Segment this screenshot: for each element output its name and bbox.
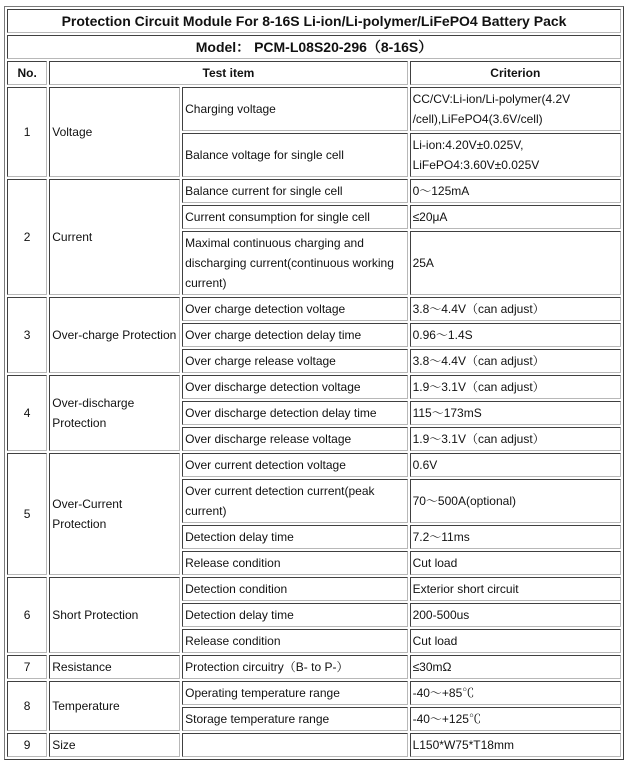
criterion-value: 25A (410, 231, 621, 295)
criterion-value: L150*W75*T18mm (410, 733, 621, 757)
criterion-value: -40～+125℃ (410, 707, 621, 731)
test-item: Over current detection current(peak current) (182, 479, 407, 523)
criterion-value: ≤30mΩ (410, 655, 621, 679)
criterion-value: 3.8～4.4V（can adjust） (410, 297, 621, 321)
test-item (182, 733, 407, 757)
criterion-value: Cut load (410, 629, 621, 653)
criterion-value: 0～125mA (410, 179, 621, 203)
row-number: 8 (7, 681, 47, 731)
row-number: 5 (7, 453, 47, 575)
model-title: Model： PCM-L08S20-296（8-16S） (7, 35, 621, 59)
test-item: Current consumption for single cell (182, 205, 407, 229)
criterion-value: CC/CV:Li-ion/Li-polymer(4.2V /cell),LiFePO4(3.6V/cell) (410, 87, 621, 131)
test-item: Charging voltage (182, 87, 407, 131)
criterion-value: ≤20μA (410, 205, 621, 229)
test-item: Over discharge detection voltage (182, 375, 407, 399)
criterion-value: 0.6V (410, 453, 621, 477)
row-number: 4 (7, 375, 47, 451)
test-item: Over charge detection voltage (182, 297, 407, 321)
test-item: Detection delay time (182, 525, 407, 549)
criterion-value: Li-ion:4.20V±0.025V, LiFePO4:3.60V±0.025V (410, 133, 621, 177)
category-label: Size (49, 733, 180, 757)
criterion-value: 3.8～4.4V（can adjust） (410, 349, 621, 373)
test-item: Release condition (182, 551, 407, 575)
category-label: Resistance (49, 655, 180, 679)
category-label: Current (49, 179, 180, 295)
test-item: Over charge release voltage (182, 349, 407, 373)
criterion-value: 200-500us (410, 603, 621, 627)
test-item: Over discharge release voltage (182, 427, 407, 451)
row-number: 9 (7, 733, 47, 757)
test-item: Detection delay time (182, 603, 407, 627)
test-item: Maximal continuous charging and discharging current(continuous working current) (182, 231, 407, 295)
criterion-value: Cut load (410, 551, 621, 575)
spec-table (4, 6, 624, 760)
category-label: Short Protection (49, 577, 180, 653)
criterion-value: 1.9～3.1V（can adjust） (410, 427, 621, 451)
category-label: Over-discharge Protection (49, 375, 180, 451)
criterion-value: Exterior short circuit (410, 577, 621, 601)
row-number: 1 (7, 87, 47, 177)
test-item: Balance current for single cell (182, 179, 407, 203)
test-item: Detection condition (182, 577, 407, 601)
category-label: Temperature (49, 681, 180, 731)
test-item: Storage temperature range (182, 707, 407, 731)
test-item: Balance voltage for single cell (182, 133, 407, 177)
header-criterion: Criterion (410, 61, 621, 85)
criterion-value: 7.2～11ms (410, 525, 621, 549)
criterion-value: 1.9～3.1V（can adjust） (410, 375, 621, 399)
test-item: Operating temperature range (182, 681, 407, 705)
test-item: Over discharge detection delay time (182, 401, 407, 425)
category-label: Over-charge Protection (49, 297, 180, 373)
criterion-value: 70～500A(optional) (410, 479, 621, 523)
header-test-item: Test item (49, 61, 407, 85)
test-item: Over charge detection delay time (182, 323, 407, 347)
row-number: 6 (7, 577, 47, 653)
test-item: Protection circuitry（B- to P-） (182, 655, 407, 679)
test-item: Over current detection voltage (182, 453, 407, 477)
table-title: Protection Circuit Module For 8-16S Li-ion/Li-polymer/LiFePO4 Battery Pack (7, 9, 621, 33)
criterion-value: 115～173mS (410, 401, 621, 425)
row-number: 3 (7, 297, 47, 373)
row-number: 7 (7, 655, 47, 679)
row-number: 2 (7, 179, 47, 295)
criterion-value: 0.96～1.4S (410, 323, 621, 347)
criterion-value: -40～+85℃ (410, 681, 621, 705)
test-item: Release condition (182, 629, 407, 653)
header-no: No. (7, 61, 47, 85)
category-label: Over-Current Protection (49, 453, 180, 575)
category-label: Voltage (49, 87, 180, 177)
